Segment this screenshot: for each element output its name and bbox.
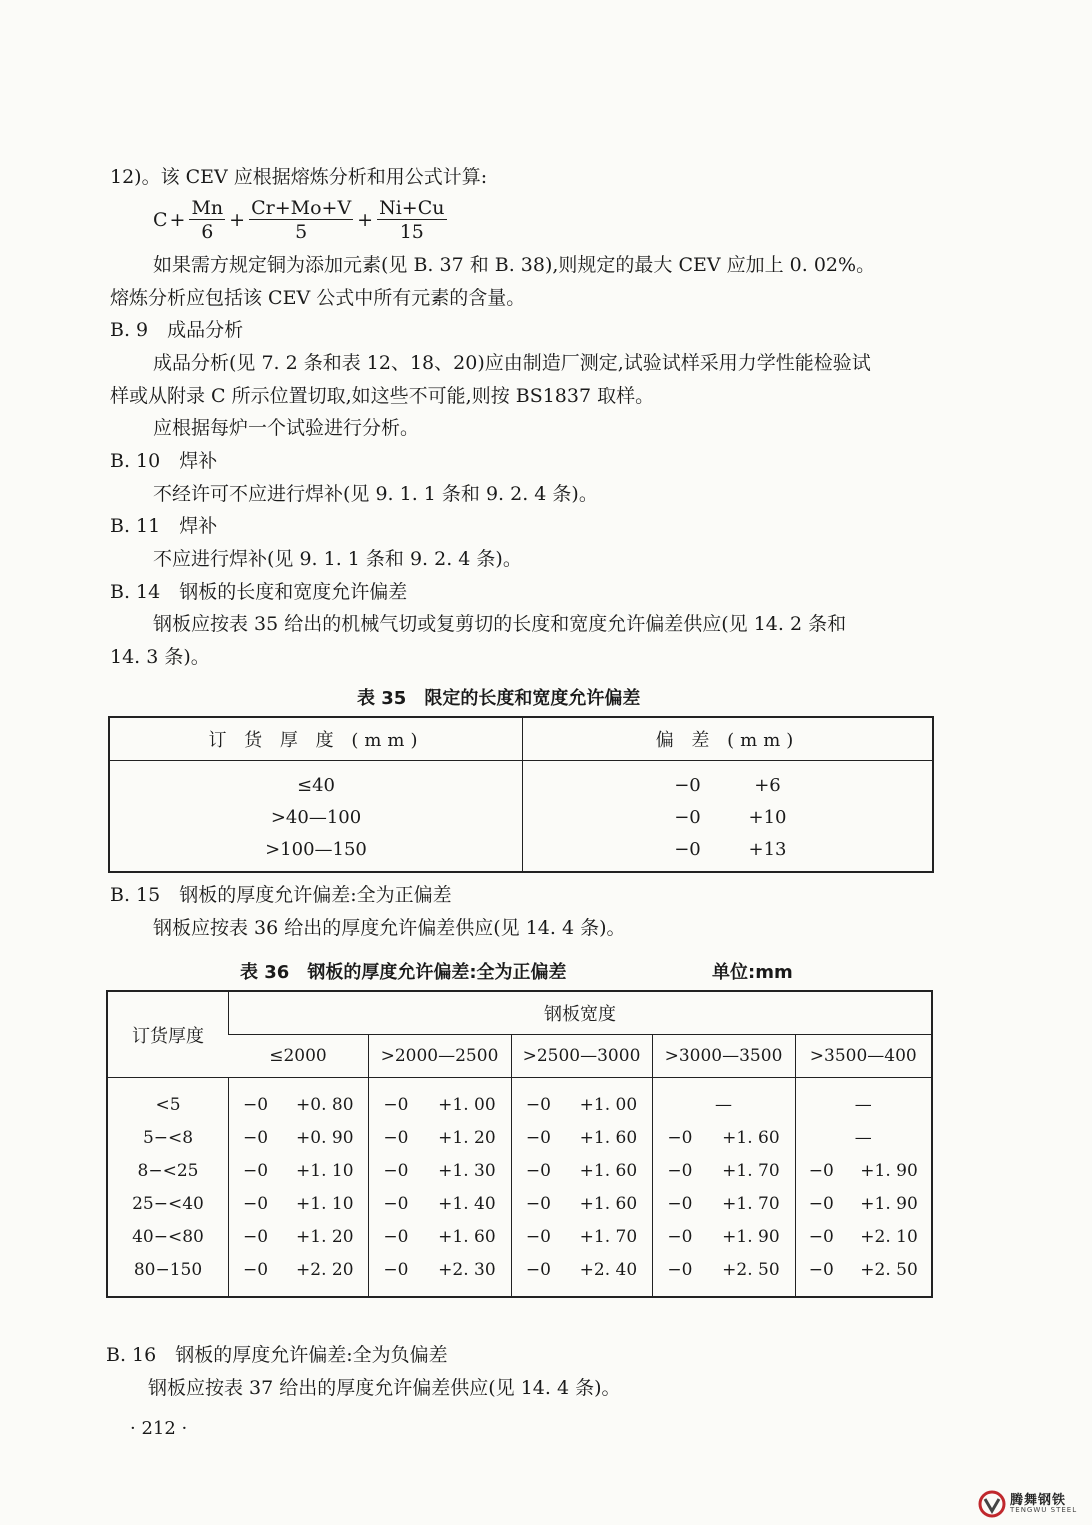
deviation-plus: +2. 50 (860, 1259, 918, 1280)
cell-thickness: 25−<40 (132, 1193, 204, 1214)
deviation-minus: −0 (667, 1226, 693, 1247)
text-line: 成品分析(见 7. 2 条和表 12、18、20)应由制造厂测定,试验试样采用力学性能检验试 (153, 352, 871, 374)
deviation-plus: +1. 60 (579, 1160, 638, 1181)
cell-deviation (368, 1088, 511, 1121)
text-line: 12)。该 CEV 应根据熔炼分析和用公式计算: (110, 166, 488, 188)
cell-deviation (511, 1154, 652, 1187)
cell-deviation (795, 1253, 932, 1286)
fraction-numerator: Cr+Mo+V (251, 196, 352, 219)
table-35-title: 表 35 限定的长度和宽度允许偏差 (357, 688, 641, 709)
deviation-minus: −0 (525, 1193, 551, 1214)
fraction-numerator: Ni+Cu (379, 196, 445, 219)
deviation-minus: −0 (383, 1259, 409, 1280)
text-line: 14. 3 条)。 (110, 646, 210, 668)
formula-fraction (189, 197, 225, 244)
deviation-plus: +2. 10 (860, 1226, 918, 1247)
cev-formula (153, 195, 449, 245)
section-heading: B. 16 钢板的厚度允许偏差:全为负偏差 (106, 1344, 448, 1366)
cell-thickness: 40−<80 (132, 1226, 204, 1247)
deviation-minus: −0 (525, 1226, 551, 1247)
table-row (107, 1088, 932, 1121)
cell-deviation (511, 1253, 652, 1286)
cell-deviation (652, 1220, 795, 1253)
deviation-plus: +1. 10 (296, 1160, 354, 1181)
table-36-unit (712, 958, 793, 984)
cell-thickness: ≤40 (297, 774, 335, 796)
deviation-plus: +2. 50 (722, 1259, 780, 1280)
deviation-minus: −0 (383, 1226, 409, 1247)
cell-deviation (511, 1088, 652, 1121)
column-header: >3500—400 (795, 1035, 932, 1078)
deviation-none: — (854, 1127, 872, 1148)
cell-deviation (795, 1220, 932, 1253)
deviation-minus: −0 (242, 1259, 269, 1280)
deviation-minus: −0 (242, 1226, 269, 1247)
cell-deviation (652, 1088, 795, 1121)
fraction-denominator: 5 (295, 220, 308, 243)
table-36 (106, 990, 933, 1298)
text-line: 样或从附录 C 所示位置切取,如这些不可能,则按 BS1837 取样。 (110, 385, 655, 407)
deviation-plus: +1. 90 (860, 1160, 918, 1181)
formula-plus: + (229, 209, 246, 231)
deviation-plus: +1. 90 (722, 1226, 780, 1247)
deviation-plus: +1. 00 (579, 1094, 638, 1115)
deviation-minus: −0 (674, 774, 701, 796)
logo-name-cn: 腾舞钢铁 (1010, 1493, 1067, 1508)
column-header: >3000—3500 (652, 1035, 795, 1078)
formula-plus: + (357, 209, 374, 231)
page-number: · 212 · (130, 1418, 188, 1439)
text-line: 钢板应按表 36 给出的厚度允许偏差供应(见 14. 4 条)。 (153, 917, 626, 939)
deviation-minus: −0 (383, 1127, 409, 1148)
deviation-plus: +1. 60 (579, 1127, 638, 1148)
text-line: 不经许可不应进行焊补(见 9. 1. 1 条和 9. 2. 4 条)。 (153, 483, 598, 505)
cell-deviation (368, 1253, 511, 1286)
header-width: 钢板宽度 (229, 991, 933, 1035)
deviation-plus: +2. 20 (296, 1259, 354, 1280)
deviation-minus: −0 (808, 1259, 834, 1280)
deviation-plus: +0. 90 (296, 1127, 354, 1148)
cell-thickness: 8−<25 (137, 1160, 199, 1181)
cell-deviation (368, 1154, 511, 1187)
section-heading: B. 14 钢板的长度和宽度允许偏差 (110, 581, 408, 603)
deviation-minus: −0 (674, 838, 701, 860)
cell-deviation (229, 1088, 369, 1121)
text-line: 钢板应按表 35 给出的机械气切或复剪切的长度和宽度允许偏差供应(见 14. 2 条和 (153, 613, 847, 635)
table-row (107, 1220, 932, 1253)
table-row (107, 1253, 932, 1286)
deviation-none: — (715, 1094, 732, 1115)
section-heading: B. 11 焊补 (110, 515, 218, 537)
text-line: 应根据每炉一个试验进行分析。 (153, 417, 420, 439)
deviation-minus: −0 (667, 1160, 693, 1181)
deviation-plus: +6 (754, 774, 781, 796)
deviation-minus: −0 (525, 1160, 551, 1181)
cell-deviation (652, 1154, 795, 1187)
text-line: 不应进行焊补(见 9. 1. 1 条和 9. 2. 4 条)。 (153, 548, 522, 570)
deviation-minus: −0 (525, 1259, 551, 1280)
cell-thickness: <5 (155, 1094, 181, 1115)
deviation-minus: −0 (667, 1193, 693, 1214)
deviation-plus: +1. 20 (438, 1127, 496, 1148)
deviation-minus: −0 (242, 1193, 269, 1214)
deviation-minus: −0 (242, 1160, 269, 1181)
cell-deviation (652, 1253, 795, 1286)
section-heading: B. 10 焊补 (110, 450, 218, 472)
deviation-plus: +1. 60 (579, 1193, 638, 1214)
deviation-plus: +1. 70 (722, 1160, 780, 1181)
formula-plus: + (169, 209, 186, 231)
deviation-plus: +1. 90 (860, 1193, 918, 1214)
table-row (107, 1154, 932, 1187)
deviation-minus: −0 (383, 1193, 409, 1214)
deviation-minus: −0 (242, 1094, 269, 1115)
text-line: 钢板应按表 37 给出的厚度允许偏差供应(见 14. 4 条)。 (148, 1377, 621, 1399)
fraction-denominator: 6 (201, 220, 214, 243)
deviation-minus: −0 (674, 806, 701, 828)
cell-deviation (511, 1220, 652, 1253)
deviation-plus: +1. 10 (296, 1193, 354, 1214)
deviation-minus: −0 (667, 1259, 693, 1280)
deviation-plus: +1. 70 (722, 1193, 780, 1214)
deviation-plus: +2. 30 (438, 1259, 496, 1280)
cell-deviation (795, 1154, 932, 1187)
deviation-minus: −0 (808, 1193, 834, 1214)
cell-deviation (229, 1253, 369, 1286)
cell-deviation (652, 1121, 795, 1154)
table-row (107, 1121, 932, 1154)
header-thickness: 订 货 厚 度 (mm) (109, 717, 523, 761)
cell-deviation (229, 1220, 369, 1253)
text-line: 熔炼分析应包括该 CEV 公式中所有元素的含量。 (110, 287, 526, 309)
deviation-plus: +1. 00 (438, 1094, 496, 1115)
deviation-plus: +1. 20 (296, 1226, 354, 1247)
deviation-plus: +0. 80 (296, 1094, 354, 1115)
formula-fraction (377, 197, 446, 244)
cell-deviation (523, 801, 934, 833)
cell-deviation (511, 1121, 652, 1154)
deviation-minus: −0 (525, 1127, 551, 1148)
deviation-plus: +1. 60 (438, 1226, 496, 1247)
cell-thickness: 80−150 (133, 1259, 203, 1280)
deviation-plus: +1. 30 (438, 1160, 496, 1181)
cell-deviation (511, 1187, 652, 1220)
deviation-none: — (854, 1094, 872, 1115)
header-thickness: 订货厚度 (107, 991, 229, 1078)
cell-thickness: >40—100 (270, 806, 362, 828)
cell-deviation (229, 1121, 369, 1154)
deviation-minus: −0 (525, 1094, 551, 1115)
cell-deviation (523, 761, 934, 802)
cell-deviation (795, 1187, 932, 1220)
column-header: >2500—3000 (511, 1035, 652, 1078)
column-header: ≤2000 (229, 1035, 369, 1078)
unit-label: 单位:mm (712, 962, 793, 983)
cell-deviation (795, 1088, 932, 1121)
deviation-plus: +1. 40 (438, 1193, 496, 1214)
cell-deviation (368, 1121, 511, 1154)
brand-logo (978, 1488, 1088, 1520)
deviation-minus: −0 (667, 1127, 693, 1148)
fraction-denominator: 15 (399, 220, 424, 243)
cell-thickness: 5−<8 (142, 1127, 194, 1148)
logo-mark-icon (978, 1490, 1006, 1518)
cell-deviation (523, 833, 934, 872)
deviation-plus: +1. 70 (579, 1226, 638, 1247)
text-line: 如果需方规定铜为添加元素(见 B. 37 和 B. 38),则规定的最大 CEV 应加上 0. 02%。 (153, 254, 876, 276)
deviation-minus: −0 (808, 1160, 834, 1181)
logo-name-en: TENGWU STEEL (1010, 1506, 1078, 1514)
deviation-plus: +13 (748, 838, 787, 860)
formula-c: C (153, 209, 168, 231)
cell-thickness: >100—150 (265, 838, 367, 860)
table-36-title: 表 36 钢板的厚度允许偏差:全为正偏差 (240, 962, 567, 983)
column-header: >2000—2500 (368, 1035, 511, 1078)
deviation-minus: −0 (383, 1094, 409, 1115)
table-35 (108, 716, 934, 873)
deviation-plus: +10 (748, 806, 787, 828)
deviation-minus: −0 (808, 1226, 834, 1247)
cell-deviation (368, 1220, 511, 1253)
cell-deviation (652, 1187, 795, 1220)
formula-fraction (249, 197, 353, 244)
deviation-plus: +1. 60 (722, 1127, 780, 1148)
cell-deviation (795, 1121, 932, 1154)
deviation-plus: +2. 40 (579, 1259, 638, 1280)
section-heading: B. 9 成品分析 (110, 319, 244, 341)
header-deviation: 偏 差 (mm) (523, 717, 934, 761)
cell-deviation (229, 1187, 369, 1220)
deviation-minus: −0 (383, 1160, 409, 1181)
cell-deviation (368, 1187, 511, 1220)
section-heading: B. 15 钢板的厚度允许偏差:全为正偏差 (110, 884, 452, 906)
fraction-numerator: Mn (191, 196, 224, 219)
table-row (107, 1187, 932, 1220)
cell-deviation (229, 1154, 369, 1187)
deviation-minus: −0 (242, 1127, 269, 1148)
